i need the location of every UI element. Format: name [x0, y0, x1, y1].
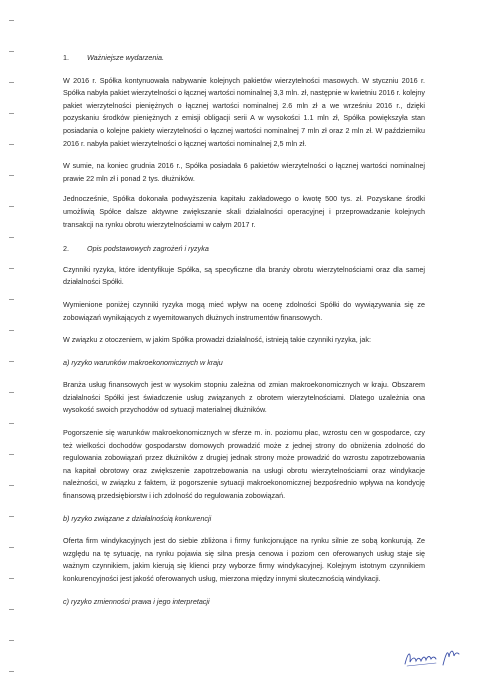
section-heading-1	[63, 52, 425, 65]
paragraph: Wymienione poniżej czynniki ryzyka mogą mieć wpływ na ocenę zdolności Spółki do wywiązywania się ze zobowiązań wynikających z wyemitowanych dłużnych instrumentów finansowych.	[63, 299, 425, 322]
document-body	[63, 52, 425, 608]
paragraph: W związku z otoczeniem, w jakim Spółka prowadzi działalność, istnieją takie czynniki ryzyka, jak:	[63, 335, 371, 345]
paragraph: Oferta firm windykacyjnych jest do siebie zbliżona i firmy funkcjonujące na rynku silnie ze sobą konkurują. Ze względu na tę sytuację, na rynku pojawia się silna presja cenowa i poziom cen oferowanych usług staje się ważnym czynnikiem, jakim kierują się klienci przy wyborze firmy windykacyjnej. Kolejnym istotnym czynnikiem konkurencyjności jest jakość oferowanych usług, mierzona między innymi skutecznością windykacji.	[63, 536, 425, 583]
margin-tick-marks	[9, 0, 15, 678]
section-number: 1.	[63, 53, 69, 62]
section-heading-2	[63, 243, 425, 256]
signature-icon	[402, 644, 462, 670]
paragraph: Pogorszenie się warunków makroekonomicznych w sferze m. in. poziomu płac, wzrostu cen w gospodarce, czy też wielkości dochodów gospodarstw domowych prowadzić może z jednej strony do obniżenia zdolność do regulowania zobowiązań przez dłużników z drugiej jednak strony może prowadzić do wzrostu zapotrzebowania na kapitał obrotowy oraz zwiększenie zapotrzebowania na usługi obrotu wierzytelnościami oraz windykacje należności, w związku z faktem, iż pogorszenie sytuacji makroekonomicznej bezpośrednio wpływa na kondycję finansową przedsiębiorstw i ich zdolność do regulowania zobowiązań.	[63, 428, 425, 501]
section-number: 2.	[63, 244, 69, 254]
paragraph: Jednocześnie, Spółka dokonała podwyższenia kapitału zakładowego o kwotę 500 tys. zł. Pozyskane środki umożliwią Spółce dalsze aktywne zwiększanie skali działalności operacyjnej i przeprowadzanie kolejnych transakcji na rynku obrotu wierzytelnościami w całym 2017 r.	[63, 194, 425, 229]
paragraph: Branża usług finansowych jest w wysokim stopniu zależna od zmian makroekonomicznych w kraju. Obszarem działalności Spółki jest świadczenie usług związanych z obrotem wierzytelnościami. Dlatego uzależnia ona wysokość swoich przychodów od sytuacji materialnej dłużników.	[63, 380, 425, 415]
section-title: Ważniejsze wydarzenia.	[87, 53, 164, 62]
paragraph: W sumie, na koniec grudnia 2016 r., Spółka posiadała 6 pakietów wierzytelności o łącznej wartości nominalnej prawie 22 mln zł i ponad 2 tys. dłużników.	[63, 161, 425, 183]
risk-heading-b: b) ryzyko związane z działalnością konkurencji	[63, 513, 212, 523]
paragraph: W 2016 r. Spółka kontynuowała nabywanie kolejnych pakietów wierzytelności masowych. W styczniu 2016 r. Spółka nabyła pakiet wierzytelności o łącznej wartości nominalnej 3,3 mln. zł, następnie w kwietniu 2016 r. kolejny pakiet wierzytelności pieniężnych o łącznej wartości nominalnej 2.6 mln zł a we wrześniu 2016 r., dzięki pozyskaniu środków pieniężnych z emisji obligacji serii A w wysokości 1.1 mln zł, Spółka powiększyła stan posiadania o kolejne pakiety wierzytelności o łącznej wartości nominalnej 7 mln zł oraz 2 mln zł. W październiku 2016 r. nabyła pakiet wierzytelności o łącznej wartości nominalnej 2,5 mln zł.	[63, 75, 425, 148]
risk-heading-c: c) ryzyko zmienności prawa i jego interpretacji	[63, 596, 210, 606]
risk-heading-a: a) ryzyko warunków makroekonomicznych w kraju	[63, 357, 223, 367]
paragraph: Czynniki ryzyka, które identyfikuje Spółka, są specyficzne dla branży obrotu wierzytelnościami oraz dla samej działalności Spółki.	[63, 264, 425, 287]
section-title: Opis podstawowych zagrożeń i ryzyka	[87, 244, 209, 254]
